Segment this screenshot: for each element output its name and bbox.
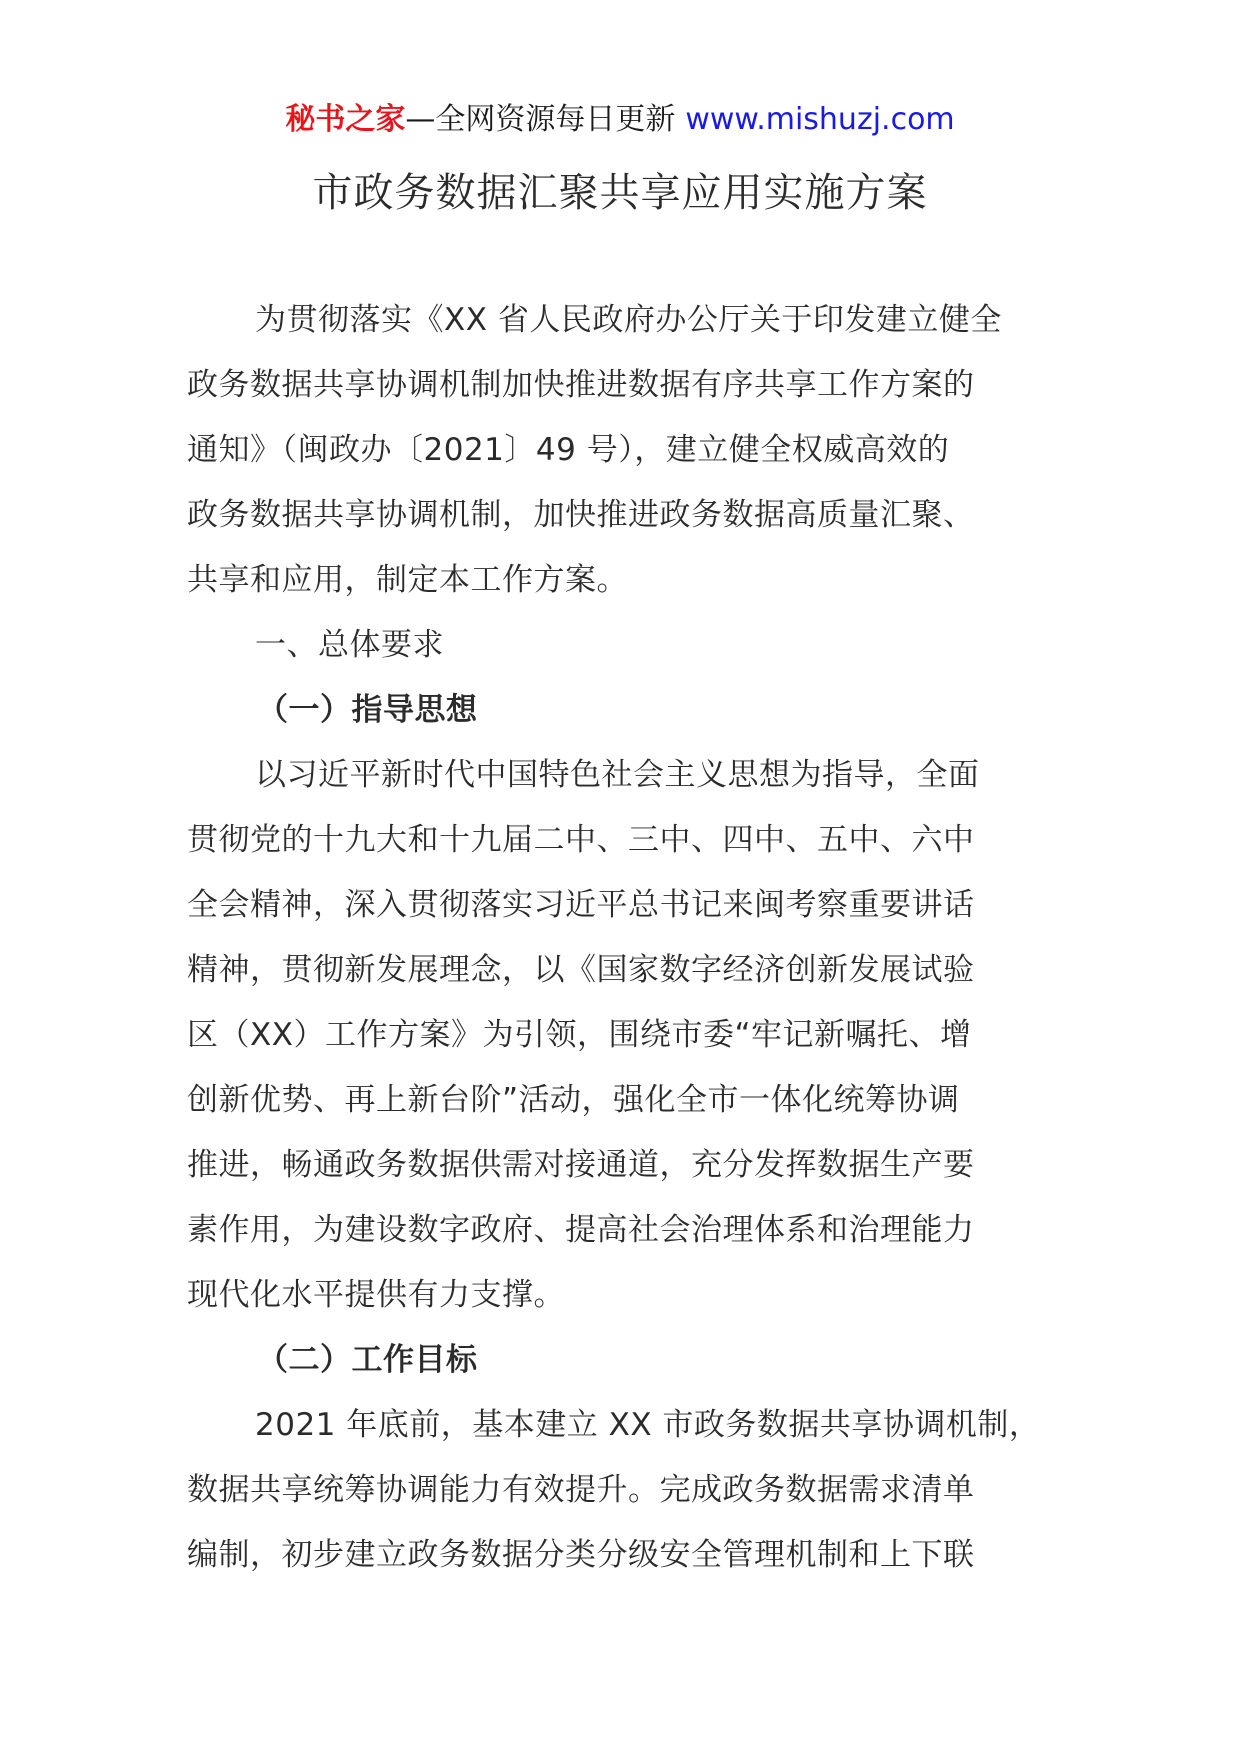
section-heading: 一、总体要求 [255,627,444,663]
paragraph-line: 以习近平新时代中国特色社会主义思想为指导，全面 [255,757,980,793]
paragraph-line: 数据共享统筹协调能力有效提升。完成政务数据需求清单 [187,1472,975,1508]
subsection-heading: （一）指导思想 [257,692,478,728]
subsection-heading: （二）工作目标 [257,1342,478,1378]
site-brand: 秘书之家 [285,102,406,137]
site-slogan: —全网资源每日更新 [405,102,676,137]
paragraph-line: 精神，贯彻新发展理念，以《国家数字经济创新发展试验 [187,952,975,988]
paragraph-line: 编制，初步建立政务数据分类分级安全管理机制和上下联 [187,1537,975,1573]
paragraph-line: 贯彻党的十九大和十九届二中、三中、四中、五中、六中 [187,822,975,858]
document-title: 市政务数据汇聚共享应用实施方案 [312,170,928,216]
paragraph-line: 2021 年底前，基本建立 XX 市政务数据共享协调机制， [255,1407,1041,1443]
paragraph-line: 通知》（闽政办〔2021〕49 号），建立健全权威高效的 [187,432,950,468]
site-header [0,98,1240,142]
paragraph-line: 政务数据共享协调机制加快推进数据有序共享工作方案的 [187,367,975,403]
paragraph-line: 区（XX）工作方案》为引领，围绕市委“牢记新嘱托、增 [187,1017,972,1053]
paragraph-line: 创新优势、再上新台阶”活动，强化全市一体化统筹协调 [187,1082,960,1118]
paragraph-line: 素作用，为建设数字政府、提高社会治理体系和治理能力 [187,1212,975,1248]
paragraph-line: 政务数据共享协调机制，加快推进政务数据高质量汇聚、 [187,497,975,533]
paragraph-line: 全会精神，深入贯彻落实习近平总书记来闽考察重要讲话 [187,887,975,923]
paragraph-line: 为贯彻落实《XX 省人民政府办公厅关于印发建立健全 [255,302,1002,338]
document-body [187,288,1087,1588]
paragraph-line: 共享和应用，制定本工作方案。 [187,562,628,598]
paragraph-line: 推进，畅通政务数据供需对接通道，充分发挥数据生产要 [187,1147,975,1183]
site-url-link[interactable]: www.mishuzj.com [685,102,955,137]
paragraph-line: 现代化水平提供有力支撑。 [187,1277,565,1313]
